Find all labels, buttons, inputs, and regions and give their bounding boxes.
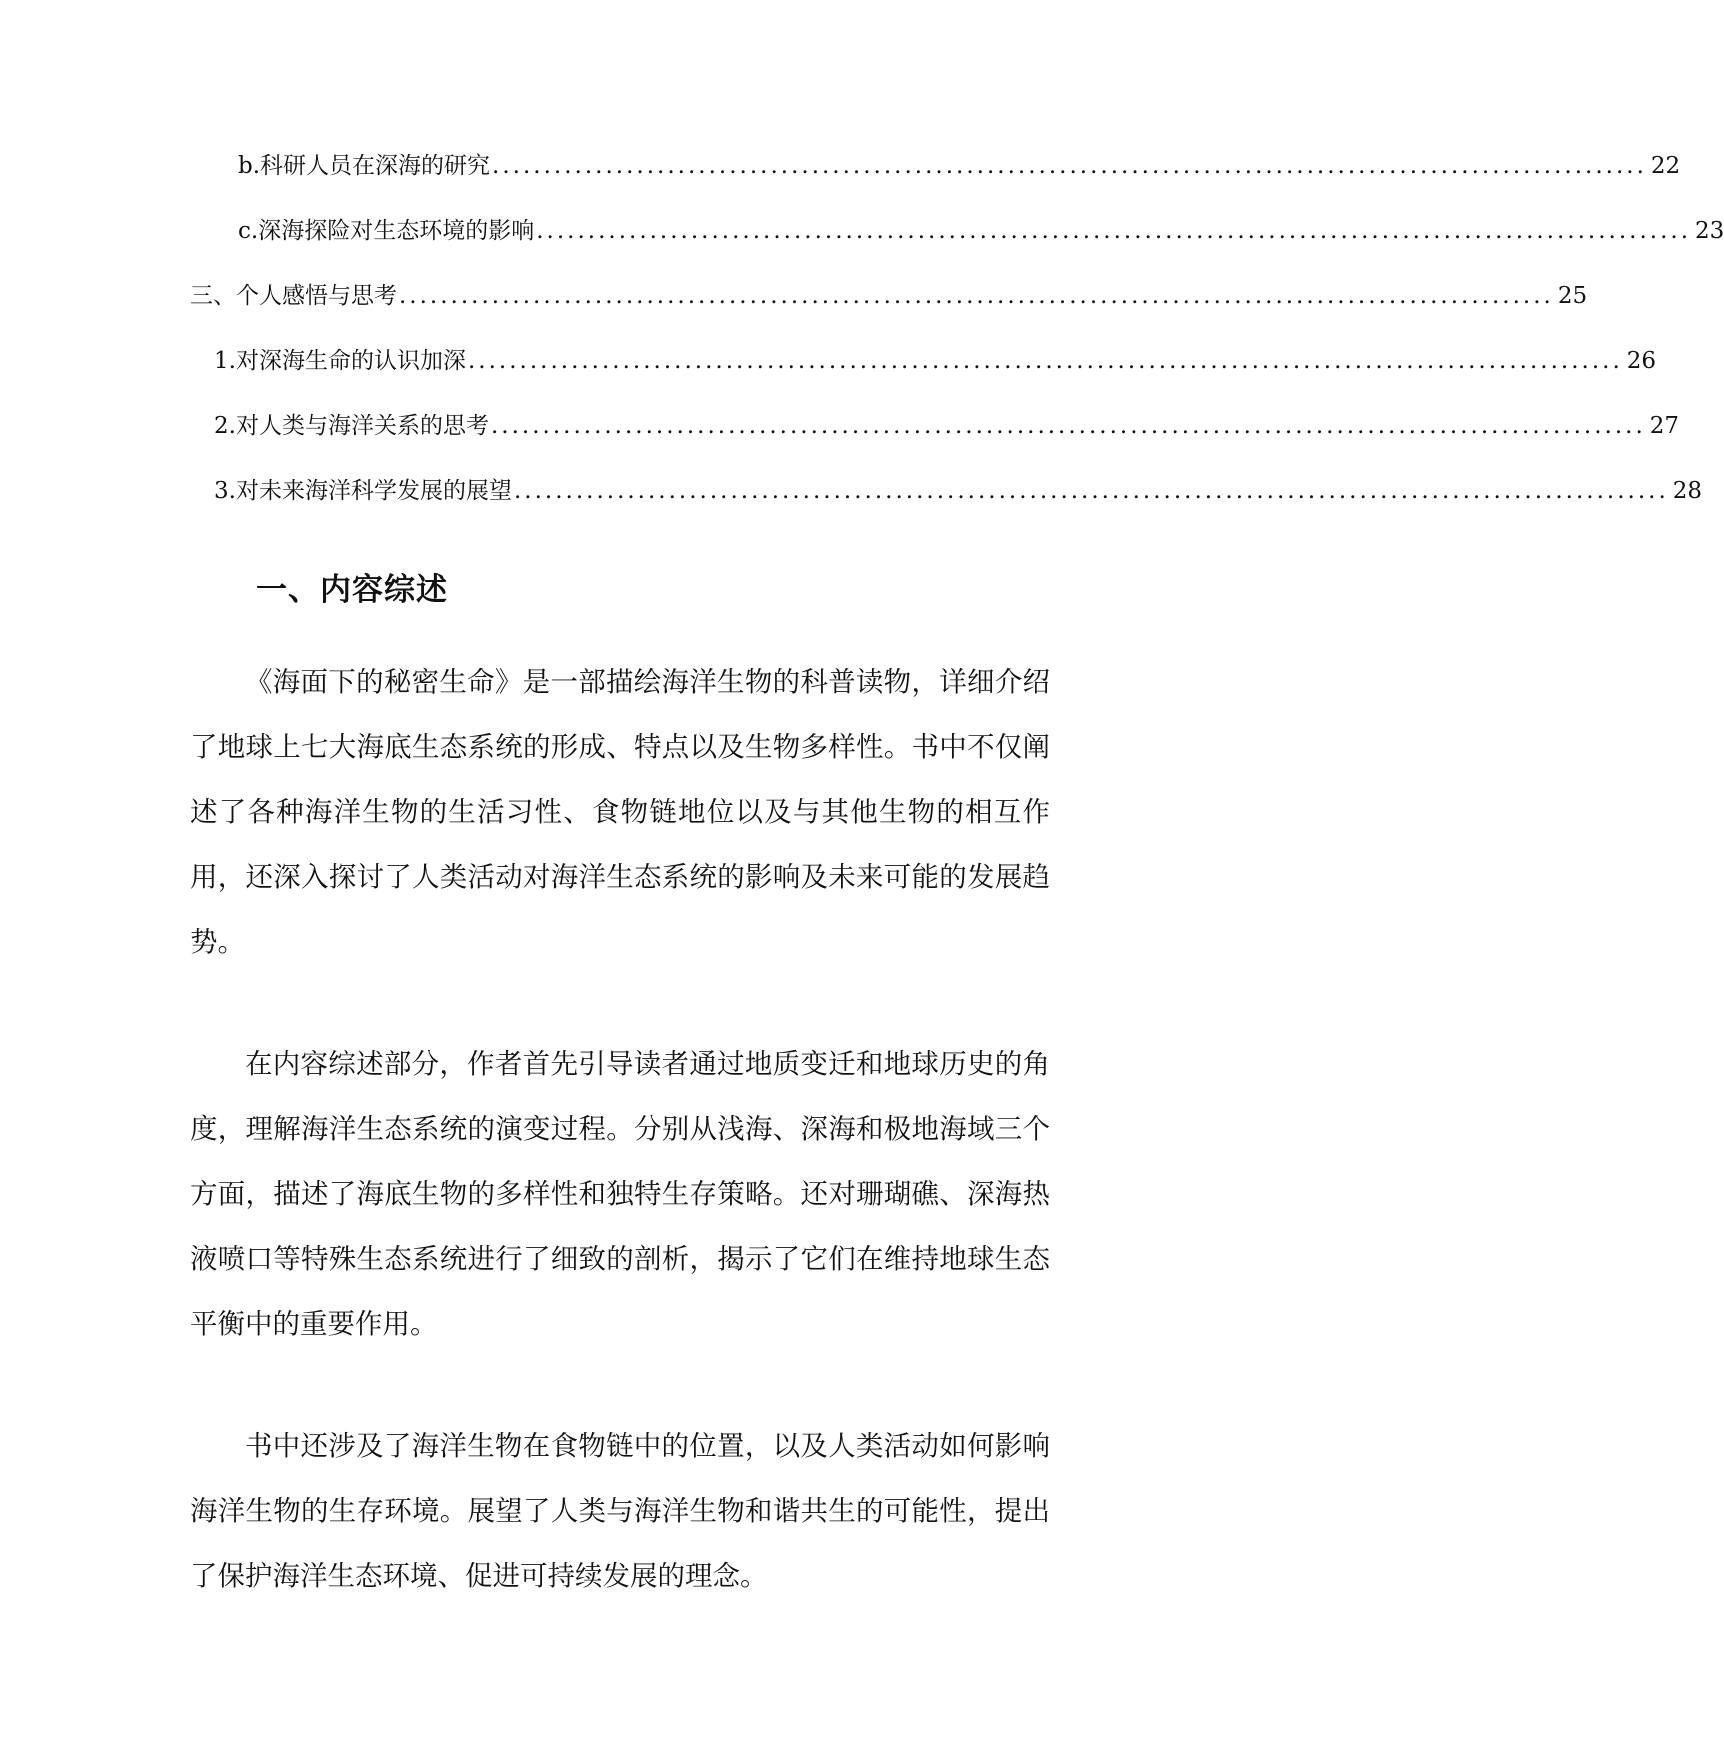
toc-page-number: 22 [1650, 153, 1681, 179]
toc-entry[interactable] [238, 211, 1724, 251]
toc-page-number: 23 [1695, 218, 1724, 244]
toc-page-number: 27 [1649, 413, 1680, 439]
toc-leader-dots: ................................................................................................................ [399, 283, 1554, 309]
toc-entry-title: 对人类与海洋关系的思考 [235, 413, 489, 439]
body-paragraph: 《海面下的秘密生命》是一部描绘海洋生物的科普读物，详细介绍了地球上七大海底生态系统的形成、特点以及生物多样性。书中不仅阐述了各种海洋生物的生活习性、食物链地位以及与其他生物的相互作用，还深入探讨了人类活动对海洋生态系统的影响及未来可能的发展趋势。 [190, 666, 1050, 958]
toc-page-number: 28 [1672, 478, 1703, 504]
toc-entry-number: c. [238, 218, 259, 244]
toc-entry-number: 3. [214, 478, 236, 504]
toc-entry-title: 对深海生命的认识加深 [235, 348, 466, 374]
toc-entry-number: 2. [214, 413, 236, 439]
toc-entry[interactable] [190, 276, 1588, 316]
toc-entry-title: 科研人员在深海的研究 [260, 153, 491, 179]
toc-entry[interactable] [214, 471, 1703, 511]
body-paragraph: 在内容综述部分，作者首先引导读者通过地质变迁和地球历史的角度，理解海洋生态系统的演变过程。分别从浅海、深海和极地海域三个方面，描述了海底生物的多样性和独特生存策略。还对珊瑚礁、深海热液喷口等特殊生态系统进行了细致的剖析，揭示了它们在维持地球生态平衡中的重要作用。 [190, 1048, 1050, 1340]
body-paragraph: 书中还涉及了海洋生物在食物链中的位置，以及人类活动如何影响海洋生物的生存环境。展望了人类与海洋生物和谐共生的可能性，提出了保护海洋生态环境、促进可持续发展的理念。 [190, 1430, 1050, 1592]
toc-leader-dots: ................................................................................................................ [513, 478, 1669, 504]
section-heading: 一、内容综述 [256, 572, 448, 608]
toc-entry-number: 1. [214, 348, 236, 374]
toc-entry[interactable] [214, 406, 1680, 446]
toc-page-number: 25 [1557, 283, 1588, 309]
toc-page-number: 26 [1626, 348, 1657, 374]
toc-entry-title: 深海探险对生态环境的影响 [258, 218, 535, 244]
toc-leader-dots: ................................................................................................................ [492, 153, 1647, 179]
toc-leader-dots: ................................................................................................................ [536, 218, 1692, 244]
toc-entry[interactable] [214, 341, 1657, 381]
toc-leader-dots: ................................................................................................................ [490, 413, 1646, 439]
toc-entry-title: 对未来海洋科学发展的展望 [235, 478, 512, 504]
toc-entry[interactable] [238, 146, 1681, 186]
toc-leader-dots: ................................................................................................................ [467, 348, 1623, 374]
toc-entry-title: 三、个人感悟与思考 [190, 283, 397, 309]
toc-entry-number: b. [238, 153, 261, 179]
